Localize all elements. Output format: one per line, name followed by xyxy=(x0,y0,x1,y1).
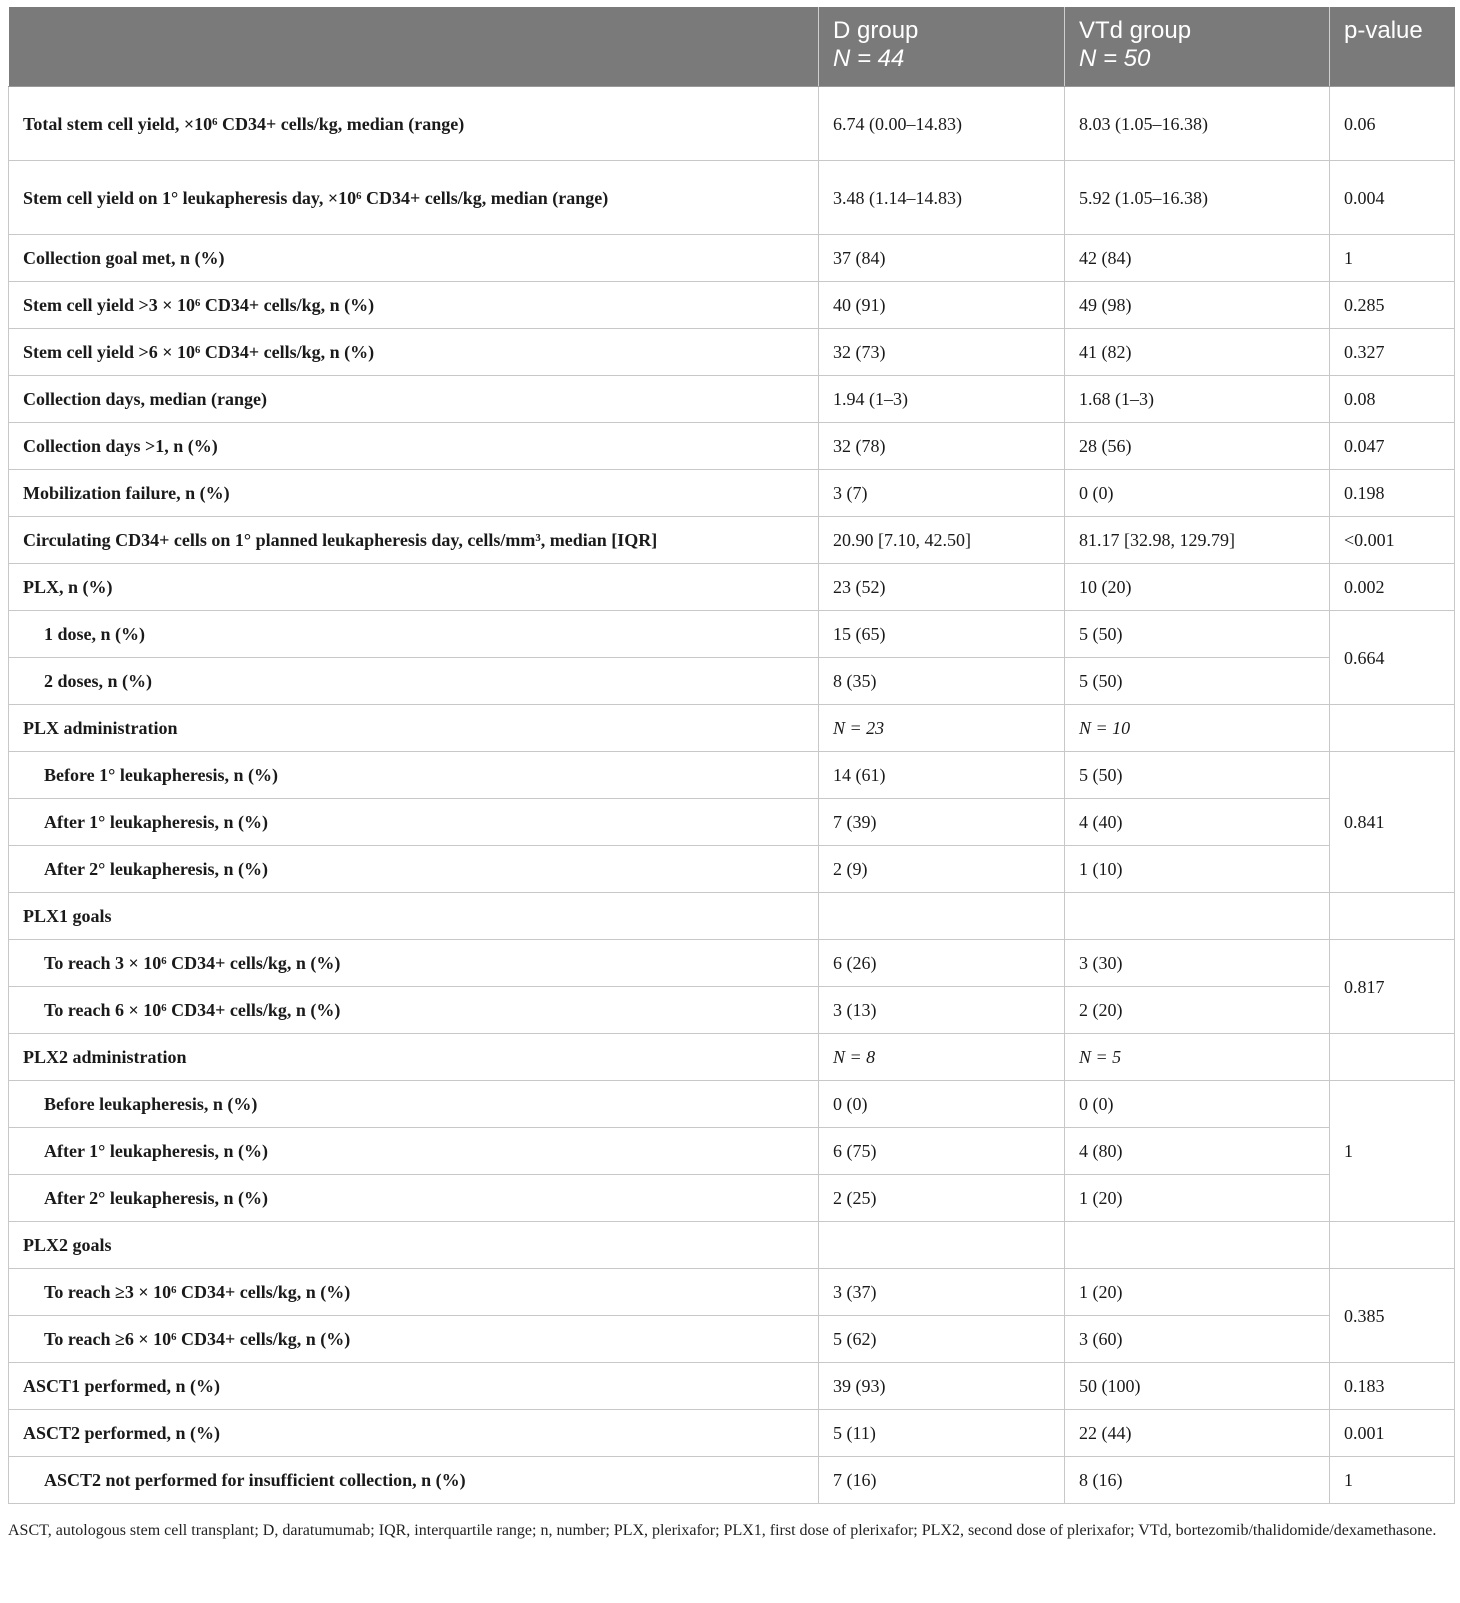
row-label: To reach 3 × 10⁶ CD34+ cells/kg, n (%) xyxy=(9,940,819,987)
row-label: After 2° leukapheresis, n (%) xyxy=(9,1175,819,1222)
row-label: After 2° leukapheresis, n (%) xyxy=(9,846,819,893)
table-row xyxy=(9,1222,1455,1269)
d-value: 32 (73) xyxy=(819,329,1065,376)
table-row xyxy=(9,1034,1455,1081)
table-row xyxy=(9,161,1455,235)
p-value: 0.841 xyxy=(1330,752,1455,893)
d-value: 6.74 (0.00–14.83) xyxy=(819,87,1065,161)
d-value: 20.90 [7.10, 42.50] xyxy=(819,517,1065,564)
vtd-value xyxy=(1065,1222,1330,1269)
vtd-value: 81.17 [32.98, 129.79] xyxy=(1065,517,1330,564)
d-value: 3 (13) xyxy=(819,987,1065,1034)
row-label: ASCT2 performed, n (%) xyxy=(9,1410,819,1457)
results-table xyxy=(8,7,1455,1504)
vtd-value: 3 (60) xyxy=(1065,1316,1330,1363)
header-d-group xyxy=(819,7,1065,87)
p-value: 0.183 xyxy=(1330,1363,1455,1410)
row-label: PLX, n (%) xyxy=(9,564,819,611)
vtd-value: 0 (0) xyxy=(1065,1081,1330,1128)
p-value: 1 xyxy=(1330,1457,1455,1504)
results-table-container xyxy=(8,7,1454,1504)
table-row xyxy=(9,1457,1455,1504)
table-row xyxy=(9,1410,1455,1457)
vtd-value: 5.92 (1.05–16.38) xyxy=(1065,161,1330,235)
table-row xyxy=(9,517,1455,564)
table-footnote: ASCT, autologous stem cell transplant; D, daratumumab; IQR, interquartile range; n, number; PLX, plerixafor; PLX1, first dose of plerixafor; PLX2, second dose of plerixafor; VTd, bortezomib/thalidomide/dexamethasone. xyxy=(8,1522,1437,1539)
vtd-value: 10 (20) xyxy=(1065,564,1330,611)
p-value: 0.285 xyxy=(1330,282,1455,329)
d-value: 40 (91) xyxy=(819,282,1065,329)
p-value xyxy=(1330,893,1455,940)
d-value: 39 (93) xyxy=(819,1363,1065,1410)
p-value: 0.327 xyxy=(1330,329,1455,376)
table-row xyxy=(9,564,1455,611)
row-label: To reach 6 × 10⁶ CD34+ cells/kg, n (%) xyxy=(9,987,819,1034)
vtd-value: 0 (0) xyxy=(1065,470,1330,517)
d-value: 0 (0) xyxy=(819,1081,1065,1128)
d-value xyxy=(819,1222,1065,1269)
row-label: After 1° leukapheresis, n (%) xyxy=(9,1128,819,1175)
p-value: 0.08 xyxy=(1330,376,1455,423)
header-p-value: p-value xyxy=(1330,7,1455,87)
row-label: Mobilization failure, n (%) xyxy=(9,470,819,517)
p-value: 0.047 xyxy=(1330,423,1455,470)
p-value: 0.06 xyxy=(1330,87,1455,161)
d-value: 8 (35) xyxy=(819,658,1065,705)
vtd-value: 2 (20) xyxy=(1065,987,1330,1034)
row-label: PLX administration xyxy=(9,705,819,752)
p-value: 0.004 xyxy=(1330,161,1455,235)
header-vtd-group-name: VTd group xyxy=(1079,17,1192,44)
d-value: 3 (7) xyxy=(819,470,1065,517)
row-label: Collection goal met, n (%) xyxy=(9,235,819,282)
row-label: PLX1 goals xyxy=(9,893,819,940)
row-label: Collection days >1, n (%) xyxy=(9,423,819,470)
p-value: 1 xyxy=(1330,235,1455,282)
d-value: 6 (26) xyxy=(819,940,1065,987)
row-label: ASCT2 not performed for insufficient collection, n (%) xyxy=(9,1457,819,1504)
row-label: To reach ≥3 × 10⁶ CD34+ cells/kg, n (%) xyxy=(9,1269,819,1316)
row-label: To reach ≥6 × 10⁶ CD34+ cells/kg, n (%) xyxy=(9,1316,819,1363)
d-value: 5 (62) xyxy=(819,1316,1065,1363)
row-label: Stem cell yield >6 × 10⁶ CD34+ cells/kg, n (%) xyxy=(9,329,819,376)
row-label: 1 dose, n (%) xyxy=(9,611,819,658)
d-value: 7 (16) xyxy=(819,1457,1065,1504)
vtd-value: 5 (50) xyxy=(1065,658,1330,705)
table-row xyxy=(9,87,1455,161)
vtd-value: 8 (16) xyxy=(1065,1457,1330,1504)
p-value: 1 xyxy=(1330,1081,1455,1222)
p-value xyxy=(1330,1034,1455,1081)
d-value: 7 (39) xyxy=(819,799,1065,846)
table-row xyxy=(9,1175,1455,1222)
row-label: Circulating CD34+ cells on 1° planned leukapheresis day, cells/mm³, median [IQR] xyxy=(9,517,819,564)
d-value: 1.94 (1–3) xyxy=(819,376,1065,423)
header-variable xyxy=(9,7,819,87)
vtd-value: N = 5 xyxy=(1065,1034,1330,1081)
table-row xyxy=(9,282,1455,329)
vtd-value: 4 (40) xyxy=(1065,799,1330,846)
d-value: 37 (84) xyxy=(819,235,1065,282)
table-row xyxy=(9,329,1455,376)
table-row xyxy=(9,658,1455,705)
table-row xyxy=(9,893,1455,940)
table-row xyxy=(9,1269,1455,1316)
table-row xyxy=(9,705,1455,752)
vtd-value: 42 (84) xyxy=(1065,235,1330,282)
d-value: 3 (37) xyxy=(819,1269,1065,1316)
vtd-value: 49 (98) xyxy=(1065,282,1330,329)
p-value: <0.001 xyxy=(1330,517,1455,564)
table-row xyxy=(9,235,1455,282)
table-row xyxy=(9,752,1455,799)
p-value xyxy=(1330,1222,1455,1269)
table-row xyxy=(9,1316,1455,1363)
vtd-value xyxy=(1065,893,1330,940)
table-header-row xyxy=(9,7,1455,87)
row-label: Collection days, median (range) xyxy=(9,376,819,423)
row-label: After 1° leukapheresis, n (%) xyxy=(9,799,819,846)
table-row xyxy=(9,611,1455,658)
vtd-value: 8.03 (1.05–16.38) xyxy=(1065,87,1330,161)
d-value: 32 (78) xyxy=(819,423,1065,470)
table-row xyxy=(9,940,1455,987)
row-label: Total stem cell yield, ×10⁶ CD34+ cells/kg, median (range) xyxy=(9,87,819,161)
vtd-value: 28 (56) xyxy=(1065,423,1330,470)
table-row xyxy=(9,1081,1455,1128)
row-label: PLX2 administration xyxy=(9,1034,819,1081)
d-value: 15 (65) xyxy=(819,611,1065,658)
header-d-group-n: N = 44 xyxy=(833,45,905,72)
d-value: N = 8 xyxy=(819,1034,1065,1081)
vtd-value: 1 (20) xyxy=(1065,1269,1330,1316)
p-value: 0.002 xyxy=(1330,564,1455,611)
d-value: 23 (52) xyxy=(819,564,1065,611)
vtd-value: 1 (10) xyxy=(1065,846,1330,893)
row-label: PLX2 goals xyxy=(9,1222,819,1269)
d-value: N = 23 xyxy=(819,705,1065,752)
row-label: Before 1° leukapheresis, n (%) xyxy=(9,752,819,799)
vtd-value: 50 (100) xyxy=(1065,1363,1330,1410)
vtd-value: N = 10 xyxy=(1065,705,1330,752)
p-value: 0.198 xyxy=(1330,470,1455,517)
table-row xyxy=(9,846,1455,893)
table-row xyxy=(9,470,1455,517)
p-value: 0.001 xyxy=(1330,1410,1455,1457)
row-label: Stem cell yield on 1° leukapheresis day, ×10⁶ CD34+ cells/kg, median (range) xyxy=(9,161,819,235)
table-row xyxy=(9,1363,1455,1410)
d-value: 14 (61) xyxy=(819,752,1065,799)
row-label: 2 doses, n (%) xyxy=(9,658,819,705)
d-value: 2 (9) xyxy=(819,846,1065,893)
vtd-value: 1 (20) xyxy=(1065,1175,1330,1222)
vtd-value: 3 (30) xyxy=(1065,940,1330,987)
row-label: ASCT1 performed, n (%) xyxy=(9,1363,819,1410)
header-vtd-group-n: N = 50 xyxy=(1079,45,1151,72)
row-label: Before leukapheresis, n (%) xyxy=(9,1081,819,1128)
d-value: 2 (25) xyxy=(819,1175,1065,1222)
table-row xyxy=(9,799,1455,846)
d-value: 3.48 (1.14–14.83) xyxy=(819,161,1065,235)
p-value: 0.385 xyxy=(1330,1269,1455,1363)
p-value xyxy=(1330,705,1455,752)
vtd-value: 41 (82) xyxy=(1065,329,1330,376)
vtd-value: 1.68 (1–3) xyxy=(1065,376,1330,423)
table-row xyxy=(9,1128,1455,1175)
vtd-value: 22 (44) xyxy=(1065,1410,1330,1457)
vtd-value: 4 (80) xyxy=(1065,1128,1330,1175)
row-label: Stem cell yield >3 × 10⁶ CD34+ cells/kg, n (%) xyxy=(9,282,819,329)
table-row xyxy=(9,423,1455,470)
table-row xyxy=(9,376,1455,423)
header-d-group-name: D group xyxy=(833,17,919,44)
p-value: 0.664 xyxy=(1330,611,1455,705)
d-value: 6 (75) xyxy=(819,1128,1065,1175)
d-value xyxy=(819,893,1065,940)
vtd-value: 5 (50) xyxy=(1065,611,1330,658)
d-value: 5 (11) xyxy=(819,1410,1065,1457)
header-vtd-group xyxy=(1065,7,1330,87)
vtd-value: 5 (50) xyxy=(1065,752,1330,799)
table-row xyxy=(9,987,1455,1034)
p-value: 0.817 xyxy=(1330,940,1455,1034)
